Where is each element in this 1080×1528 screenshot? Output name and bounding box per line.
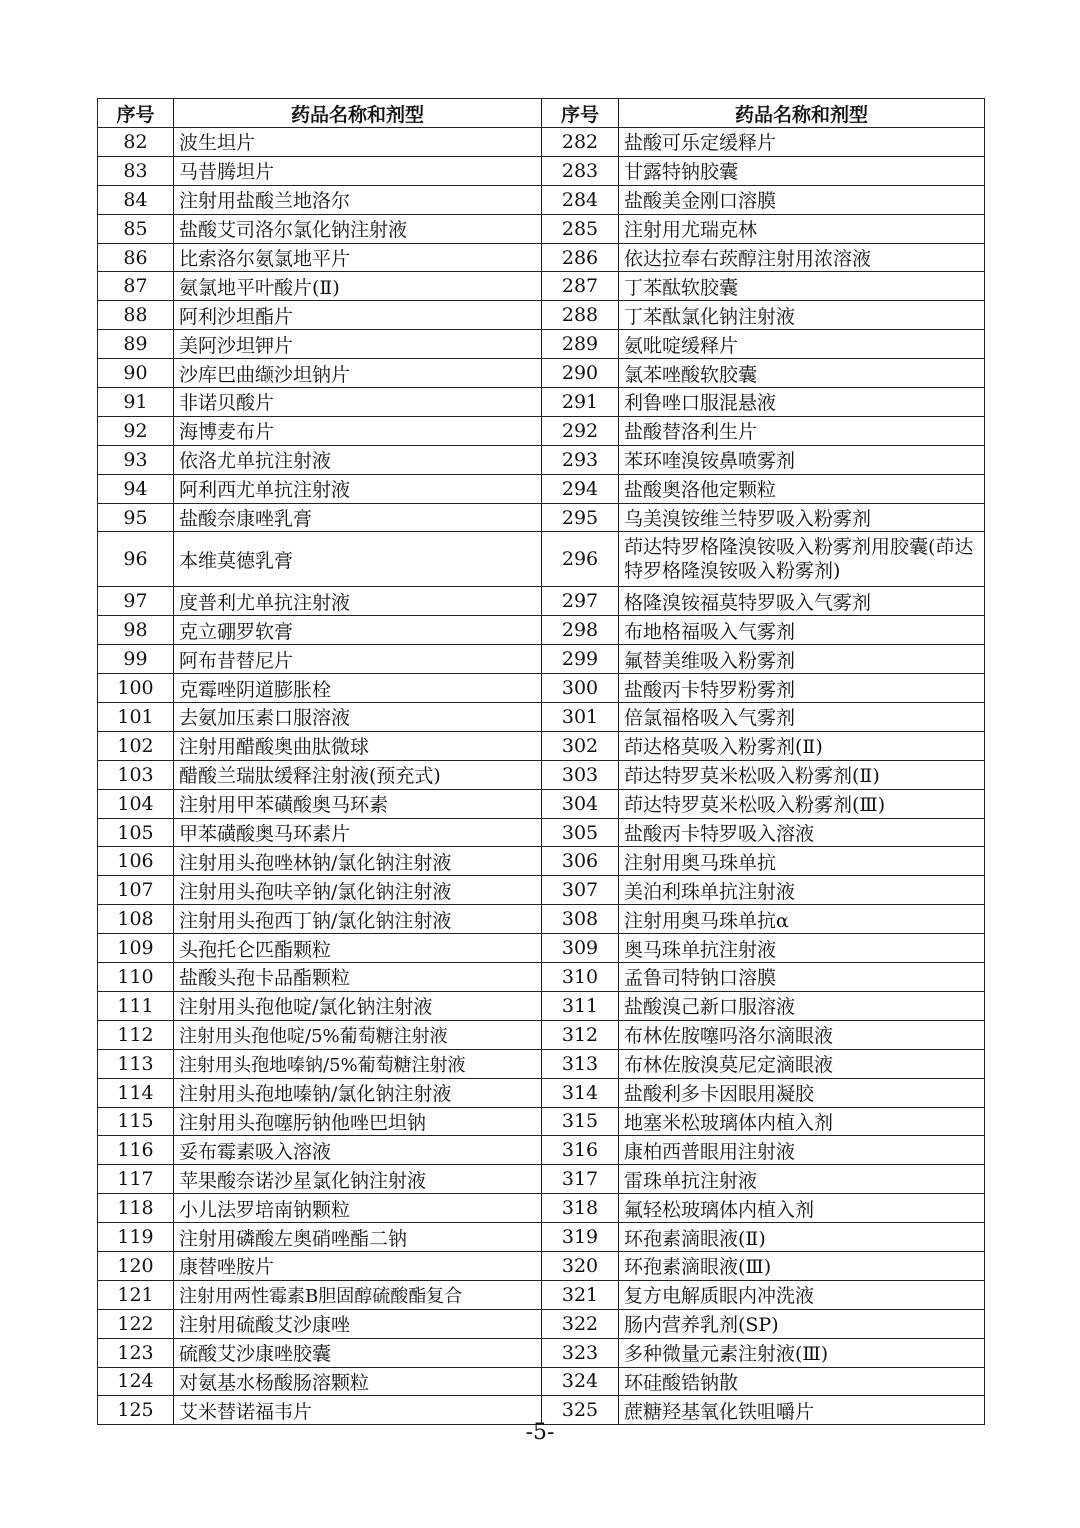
serial-number-right: 319	[542, 1223, 619, 1252]
serial-number-right: 300	[542, 674, 619, 703]
drug-name-right: 氯苯唑酸软胶囊	[619, 359, 985, 388]
serial-number-right: 304	[542, 789, 619, 818]
serial-number-right: 294	[542, 474, 619, 503]
table-row	[98, 185, 985, 214]
drug-name-right: 布地格福吸入气雾剂	[619, 616, 985, 645]
table-row	[98, 1078, 985, 1107]
drug-name-right: 倍氯福格吸入气雾剂	[619, 703, 985, 732]
drug-name-left: 依洛尤单抗注射液	[174, 445, 542, 474]
drug-name-left: 注射用醋酸奥曲肽微球	[174, 731, 542, 760]
table-row	[98, 156, 985, 185]
drug-name-left: 克霉唑阴道膨胀栓	[174, 674, 542, 703]
table-row	[98, 818, 985, 847]
serial-number-right: 297	[542, 587, 619, 616]
drug-name-right: 盐酸可乐定缓释片	[619, 128, 985, 157]
drug-name-left: 注射用头孢呋辛钠/氯化钠注射液	[174, 876, 542, 905]
serial-number-right: 310	[542, 963, 619, 992]
serial-number-right: 303	[542, 760, 619, 789]
header-serial-left: 序号	[98, 99, 174, 128]
serial-number-left: 86	[98, 243, 174, 272]
serial-number-right: 282	[542, 128, 619, 157]
drug-name-right: 茚达特罗莫米松吸入粉雾剂(Ⅲ)	[619, 789, 985, 818]
serial-number-right: 288	[542, 301, 619, 330]
drug-name-right: 雷珠单抗注射液	[619, 1165, 985, 1194]
table-row	[98, 1251, 985, 1280]
drug-name-right: 盐酸利多卡因眼用凝胶	[619, 1078, 985, 1107]
serial-number-right: 322	[542, 1309, 619, 1338]
table-row	[98, 789, 985, 818]
drug-name-left: 沙库巴曲缬沙坦钠片	[174, 359, 542, 388]
drug-name-right: 氨吡啶缓释片	[619, 330, 985, 359]
table-row	[98, 587, 985, 616]
drug-name-right: 盐酸美金刚口溶膜	[619, 185, 985, 214]
drug-name-right: 乌美溴铵维兰特罗吸入粉雾剂	[619, 503, 985, 532]
drug-name-left: 甲苯磺酸奥马环素片	[174, 818, 542, 847]
drug-name-right: 茚达特罗格隆溴铵吸入粉雾剂用胶囊(茚达特罗格隆溴铵吸入粉雾剂)	[619, 532, 985, 587]
serial-number-right: 307	[542, 876, 619, 905]
serial-number-right: 285	[542, 214, 619, 243]
drug-name-left: 注射用硫酸艾沙康唑	[174, 1309, 542, 1338]
table-row	[98, 243, 985, 272]
drug-name-right: 甘露特钠胶囊	[619, 156, 985, 185]
serial-number-right: 325	[542, 1396, 619, 1425]
serial-number-left: 111	[98, 991, 174, 1020]
drug-name-left: 注射用磷酸左奥硝唑酯二钠	[174, 1223, 542, 1252]
drug-name-right: 格隆溴铵福莫特罗吸入气雾剂	[619, 587, 985, 616]
drug-name-left: 注射用两性霉素B胆固醇硫酸酯复合	[174, 1280, 542, 1309]
table-row	[98, 272, 985, 301]
table-row	[98, 474, 985, 503]
drug-name-right: 奥马珠单抗注射液	[619, 934, 985, 963]
serial-number-left: 94	[98, 474, 174, 503]
drug-name-right: 复方电解质眼内冲洗液	[619, 1280, 985, 1309]
table-row	[98, 1020, 985, 1049]
table-row	[98, 1165, 985, 1194]
serial-number-left: 109	[98, 934, 174, 963]
drug-name-left: 氨氯地平叶酸片(Ⅱ)	[174, 272, 542, 301]
table-row	[98, 847, 985, 876]
drug-name-left: 注射用头孢唑林钠/氯化钠注射液	[174, 847, 542, 876]
serial-number-right: 321	[542, 1280, 619, 1309]
table-row	[98, 991, 985, 1020]
table-row	[98, 1280, 985, 1309]
drug-name-left: 盐酸头孢卡品酯颗粒	[174, 963, 542, 992]
drug-name-left: 波生坦片	[174, 128, 542, 157]
serial-number-left: 122	[98, 1309, 174, 1338]
serial-number-left: 83	[98, 156, 174, 185]
table-row	[98, 963, 985, 992]
serial-number-left: 116	[98, 1136, 174, 1165]
table-row	[98, 214, 985, 243]
table-row	[98, 1223, 985, 1252]
table-row	[98, 645, 985, 674]
table-row	[98, 934, 985, 963]
serial-number-left: 115	[98, 1107, 174, 1136]
serial-number-left: 92	[98, 416, 174, 445]
serial-number-right: 296	[542, 532, 619, 587]
drug-name-left: 非诺贝酸片	[174, 388, 542, 417]
serial-number-left: 85	[98, 214, 174, 243]
serial-number-left: 117	[98, 1165, 174, 1194]
serial-number-right: 315	[542, 1107, 619, 1136]
drug-name-right: 蔗糖羟基氧化铁咀嚼片	[619, 1396, 985, 1425]
header-drug-name-left: 药品名称和剂型	[174, 99, 542, 128]
table-row	[98, 876, 985, 905]
serial-number-left: 82	[98, 128, 174, 157]
serial-number-left: 106	[98, 847, 174, 876]
drug-name-right: 丁苯酞软胶囊	[619, 272, 985, 301]
drug-name-right: 盐酸奥洛他定颗粒	[619, 474, 985, 503]
serial-number-right: 289	[542, 330, 619, 359]
serial-number-left: 120	[98, 1251, 174, 1280]
serial-number-right: 298	[542, 616, 619, 645]
table-row	[98, 301, 985, 330]
drug-name-right: 丁苯酞氯化钠注射液	[619, 301, 985, 330]
serial-number-left: 112	[98, 1020, 174, 1049]
serial-number-right: 308	[542, 905, 619, 934]
drug-name-left: 艾米替诺福韦片	[174, 1396, 542, 1425]
serial-number-left: 93	[98, 445, 174, 474]
serial-number-right: 313	[542, 1049, 619, 1078]
drug-name-right: 环孢素滴眼液(Ⅱ)	[619, 1223, 985, 1252]
serial-number-left: 123	[98, 1338, 174, 1367]
table-header-row	[98, 99, 985, 128]
drug-name-right: 环孢素滴眼液(Ⅲ)	[619, 1251, 985, 1280]
drug-name-left: 阿利西尤单抗注射液	[174, 474, 542, 503]
serial-number-left: 114	[98, 1078, 174, 1107]
drug-name-right: 多种微量元素注射液(Ⅲ)	[619, 1338, 985, 1367]
drug-name-right: 盐酸溴己新口服溶液	[619, 991, 985, 1020]
table-row	[98, 1107, 985, 1136]
table-row	[98, 503, 985, 532]
serial-number-right: 312	[542, 1020, 619, 1049]
serial-number-right: 324	[542, 1367, 619, 1396]
drug-name-left: 海博麦布片	[174, 416, 542, 445]
drug-name-left: 注射用头孢地嗪钠/氯化钠注射液	[174, 1078, 542, 1107]
table-row	[98, 1194, 985, 1223]
serial-number-left: 124	[98, 1367, 174, 1396]
serial-number-right: 316	[542, 1136, 619, 1165]
drug-name-left: 醋酸兰瑞肽缓释注射液(预充式)	[174, 760, 542, 789]
serial-number-left: 105	[98, 818, 174, 847]
drug-name-left: 注射用头孢噻肟钠他唑巴坦钠	[174, 1107, 542, 1136]
drug-name-left: 比索洛尔氨氯地平片	[174, 243, 542, 272]
serial-number-right: 295	[542, 503, 619, 532]
serial-number-right: 318	[542, 1194, 619, 1223]
serial-number-right: 283	[542, 156, 619, 185]
serial-number-right: 284	[542, 185, 619, 214]
drug-name-left: 硫酸艾沙康唑胶囊	[174, 1338, 542, 1367]
drug-name-left: 注射用头孢他啶/5%葡萄糖注射液	[174, 1020, 542, 1049]
table-row	[98, 445, 985, 474]
drug-name-left: 注射用盐酸兰地洛尔	[174, 185, 542, 214]
serial-number-left: 100	[98, 674, 174, 703]
table-row	[98, 1136, 985, 1165]
serial-number-left: 118	[98, 1194, 174, 1223]
serial-number-right: 305	[542, 818, 619, 847]
drug-name-right: 氟替美维吸入粉雾剂	[619, 645, 985, 674]
drug-name-left: 注射用头孢地嗪钠/5%葡萄糖注射液	[174, 1049, 542, 1078]
drug-name-left: 头孢托仑匹酯颗粒	[174, 934, 542, 963]
table-row	[98, 616, 985, 645]
serial-number-left: 91	[98, 388, 174, 417]
serial-number-right: 306	[542, 847, 619, 876]
serial-number-right: 317	[542, 1165, 619, 1194]
drug-name-left: 苹果酸奈诺沙星氯化钠注射液	[174, 1165, 542, 1194]
serial-number-right: 290	[542, 359, 619, 388]
drug-name-left: 度普利尤单抗注射液	[174, 587, 542, 616]
table-row	[98, 731, 985, 760]
serial-number-right: 314	[542, 1078, 619, 1107]
serial-number-right: 302	[542, 731, 619, 760]
serial-number-left: 113	[98, 1049, 174, 1078]
drug-name-right: 孟鲁司特钠口溶膜	[619, 963, 985, 992]
drug-name-left: 小儿法罗培南钠颗粒	[174, 1194, 542, 1223]
page-number: -5-	[525, 1420, 555, 1445]
serial-number-right: 287	[542, 272, 619, 301]
serial-number-right: 299	[542, 645, 619, 674]
drug-name-left: 去氨加压素口服溶液	[174, 703, 542, 732]
drug-name-right: 利鲁唑口服混悬液	[619, 388, 985, 417]
drug-name-left: 注射用头孢他啶/氯化钠注射液	[174, 991, 542, 1020]
drug-name-right: 布林佐胺噻吗洛尔滴眼液	[619, 1020, 985, 1049]
drug-name-right: 注射用尤瑞克林	[619, 214, 985, 243]
serial-number-left: 119	[98, 1223, 174, 1252]
table-row	[98, 905, 985, 934]
table-body	[98, 128, 985, 1425]
serial-number-right: 323	[542, 1338, 619, 1367]
drug-name-right: 茚达格莫吸入粉雾剂(Ⅱ)	[619, 731, 985, 760]
drug-name-right: 茚达特罗莫米松吸入粉雾剂(Ⅱ)	[619, 760, 985, 789]
drug-name-left: 阿布昔替尼片	[174, 645, 542, 674]
drug-name-right: 注射用奥马珠单抗	[619, 847, 985, 876]
serial-number-left: 99	[98, 645, 174, 674]
drug-name-right: 环硅酸锆钠散	[619, 1367, 985, 1396]
table-row	[98, 1367, 985, 1396]
drug-list-table	[97, 98, 985, 1425]
serial-number-right: 293	[542, 445, 619, 474]
serial-number-left: 88	[98, 301, 174, 330]
serial-number-left: 110	[98, 963, 174, 992]
table-row	[98, 416, 985, 445]
table-row	[98, 128, 985, 157]
drug-name-right: 苯环喹溴铵鼻喷雾剂	[619, 445, 985, 474]
header-drug-name-right: 药品名称和剂型	[619, 99, 985, 128]
drug-name-right: 肠内营养乳剂(SP)	[619, 1309, 985, 1338]
header-serial-right: 序号	[542, 99, 619, 128]
serial-number-left: 108	[98, 905, 174, 934]
serial-number-right: 320	[542, 1251, 619, 1280]
serial-number-left: 104	[98, 789, 174, 818]
drug-name-right: 氟轻松玻璃体内植入剂	[619, 1194, 985, 1223]
serial-number-left: 102	[98, 731, 174, 760]
drug-name-left: 对氨基水杨酸肠溶颗粒	[174, 1367, 542, 1396]
serial-number-left: 96	[98, 532, 174, 587]
drug-name-right: 盐酸丙卡特罗吸入溶液	[619, 818, 985, 847]
serial-number-right: 311	[542, 991, 619, 1020]
drug-name-left: 盐酸艾司洛尔氯化钠注射液	[174, 214, 542, 243]
drug-name-right: 美泊利珠单抗注射液	[619, 876, 985, 905]
serial-number-left: 84	[98, 185, 174, 214]
serial-number-left: 90	[98, 359, 174, 388]
table-row	[98, 1049, 985, 1078]
table-row	[98, 388, 985, 417]
table-row	[98, 532, 985, 587]
table-row	[98, 1338, 985, 1367]
serial-number-left: 98	[98, 616, 174, 645]
serial-number-left: 103	[98, 760, 174, 789]
drug-name-right: 注射用奥马珠单抗α	[619, 905, 985, 934]
serial-number-left: 107	[98, 876, 174, 905]
drug-name-left: 阿利沙坦酯片	[174, 301, 542, 330]
serial-number-right: 286	[542, 243, 619, 272]
drug-name-right: 康柏西普眼用注射液	[619, 1136, 985, 1165]
serial-number-right: 301	[542, 703, 619, 732]
drug-name-left: 马昔腾坦片	[174, 156, 542, 185]
drug-name-right: 地塞米松玻璃体内植入剂	[619, 1107, 985, 1136]
serial-number-left: 125	[98, 1396, 174, 1425]
serial-number-left: 87	[98, 272, 174, 301]
drug-name-left: 克立硼罗软膏	[174, 616, 542, 645]
serial-number-right: 309	[542, 934, 619, 963]
drug-name-right: 布林佐胺溴莫尼定滴眼液	[619, 1049, 985, 1078]
drug-name-left: 妥布霉素吸入溶液	[174, 1136, 542, 1165]
serial-number-left: 97	[98, 587, 174, 616]
table-row	[98, 359, 985, 388]
drug-name-right: 依达拉奉右莰醇注射用浓溶液	[619, 243, 985, 272]
drug-name-left: 注射用甲苯磺酸奥马环素	[174, 789, 542, 818]
table-row	[98, 330, 985, 359]
serial-number-left: 101	[98, 703, 174, 732]
serial-number-left: 95	[98, 503, 174, 532]
table-row	[98, 674, 985, 703]
table-row	[98, 703, 985, 732]
drug-name-left: 康替唑胺片	[174, 1251, 542, 1280]
drug-name-right: 盐酸替洛利生片	[619, 416, 985, 445]
drug-name-left: 本维莫德乳膏	[174, 532, 542, 587]
drug-name-left: 盐酸奈康唑乳膏	[174, 503, 542, 532]
table-row	[98, 1309, 985, 1338]
serial-number-right: 291	[542, 388, 619, 417]
table-row	[98, 760, 985, 789]
drug-name-right: 盐酸丙卡特罗粉雾剂	[619, 674, 985, 703]
serial-number-left: 89	[98, 330, 174, 359]
drug-name-left: 美阿沙坦钾片	[174, 330, 542, 359]
serial-number-right: 292	[542, 416, 619, 445]
drug-name-left: 注射用头孢西丁钠/氯化钠注射液	[174, 905, 542, 934]
serial-number-left: 121	[98, 1280, 174, 1309]
